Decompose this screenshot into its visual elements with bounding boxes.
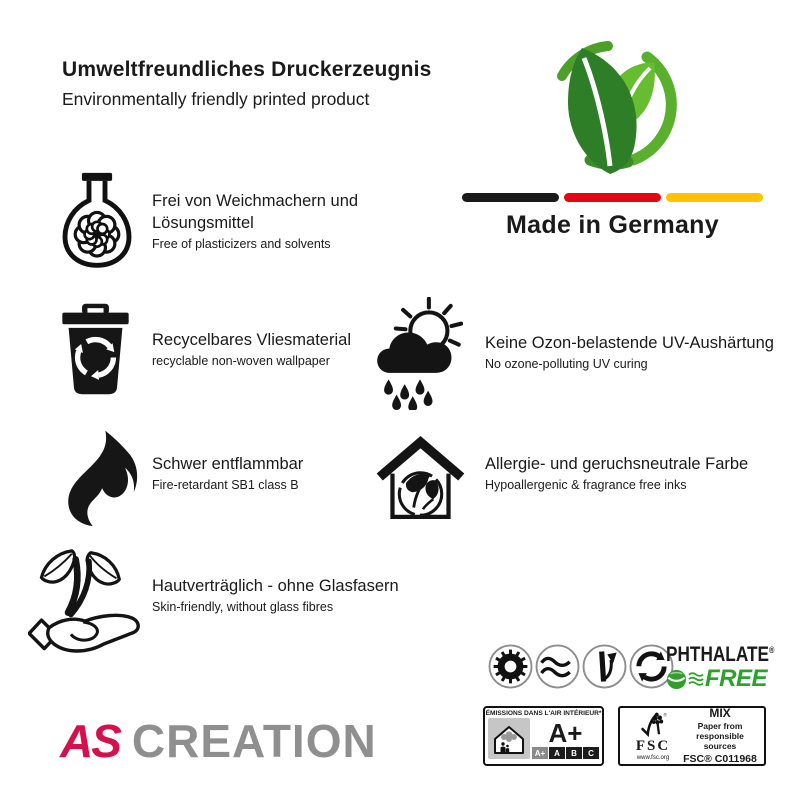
- free-text: FREE: [705, 665, 768, 692]
- air-emissions-scale: [532, 747, 599, 759]
- phthalate-text: PHTHALATE®: [666, 643, 775, 666]
- flask-icon: [57, 168, 137, 272]
- feature-title-de: Keine Ozon-belastende UV-Aushärtung: [485, 334, 774, 352]
- feature-title-en: No ozone-polluting UV curing: [485, 357, 648, 371]
- flag-stripe-red: [564, 193, 661, 202]
- wallpaper-symbols: [488, 644, 674, 689]
- phthalate-free-mark: [666, 644, 776, 691]
- header: [62, 58, 432, 110]
- feature-title-de: Hautverträglich - ohne Glasfasern: [152, 577, 399, 595]
- air-emissions-header: ÉMISSIONS DANS L'AIR INTÉRIEUR*: [485, 710, 602, 717]
- scale-cell-a: A: [549, 747, 565, 759]
- fsc-logo-col: [625, 711, 681, 761]
- house-emissions-icon: [490, 723, 528, 755]
- fsc-wordmark: FSC: [635, 738, 671, 754]
- feature-recyclable: [152, 329, 351, 368]
- scale-cell-c: C: [583, 747, 599, 759]
- brand-as: AS: [60, 715, 120, 767]
- sun-cloud-rain-icon: [377, 297, 463, 410]
- feature-title-de: Frei von Weichmachern und Lösungsmittel: [152, 192, 359, 232]
- brand-creation: CREATION: [131, 715, 377, 767]
- scale-cell-b: B: [566, 747, 582, 759]
- page-title-german: Umweltfreundliches Druckerzeugnis: [62, 58, 432, 81]
- page-title-english: Environmentally friendly printed product: [62, 89, 370, 109]
- green-globe-icon: [666, 669, 687, 690]
- feature-title-de: Recycelbares Vliesmaterial: [152, 331, 351, 349]
- air-emissions-label: [483, 706, 604, 766]
- air-emissions-grade: A+: [548, 717, 583, 748]
- as-creation-logo: [60, 714, 377, 768]
- fsc-label: [618, 706, 766, 766]
- fsc-text-col: [681, 706, 759, 766]
- air-emissions-grade-col: [532, 718, 599, 759]
- fsc-tree-icon: [634, 711, 672, 738]
- air-emissions-body: [485, 718, 602, 762]
- flag-stripe-gold: [666, 193, 763, 202]
- fsc-desc-line1: Paper from: [697, 720, 743, 731]
- feature-title-en: Hypoallergenic & fragrance free inks: [485, 478, 687, 492]
- made-in-germany-label: Made in Germany: [506, 211, 719, 239]
- registered-mark: ®: [768, 645, 775, 655]
- fsc-type: MIX: [709, 706, 731, 721]
- hand-plant-icon: [28, 548, 147, 660]
- recycle-bin-icon: [55, 301, 136, 396]
- made-in-germany-block: [462, 30, 763, 240]
- spongeable-waves-icon: [535, 644, 580, 689]
- feature-plasticizer-free: [152, 190, 377, 251]
- feature-title-de: Schwer entflammbar: [152, 455, 304, 473]
- green-waves-icon: [688, 671, 704, 687]
- flag-stripe-black: [462, 193, 559, 202]
- feature-no-uv-curing: [485, 332, 774, 371]
- flame-icon: [58, 428, 140, 528]
- eco-leaves-recycling-icon: [538, 30, 688, 180]
- fsc-registered-mark: ®: [663, 712, 667, 718]
- lightfastness-sun-icon: [488, 644, 533, 689]
- feature-title-en: Skin-friendly, without glass fibres: [152, 600, 334, 614]
- house-leaf-icon: [373, 432, 468, 522]
- fsc-desc-line2: responsible sources: [696, 730, 744, 751]
- fsc-code: FSC® C011968: [683, 753, 757, 766]
- feature-skin-friendly: [152, 575, 399, 614]
- feature-title-en: recyclable non-woven wallpaper: [152, 354, 330, 368]
- feature-title-de: Allergie- und geruchsneutrale Farbe: [485, 455, 749, 473]
- scale-cell-aplus: A+: [532, 747, 548, 759]
- fsc-url: www.fsc.org: [636, 755, 670, 761]
- strippable-peel-icon: [582, 644, 627, 689]
- air-emissions-pictogram: [488, 718, 530, 759]
- feature-title-en: Fire-retardant SB1 class B: [152, 478, 299, 492]
- phthalate-free-row: [666, 667, 776, 691]
- german-flag-stripes: [462, 193, 763, 202]
- feature-fire-retardant: [152, 453, 303, 492]
- feature-title-en: Free of plasticizers and solvents: [152, 237, 331, 251]
- feature-hypoallergenic: [485, 453, 748, 492]
